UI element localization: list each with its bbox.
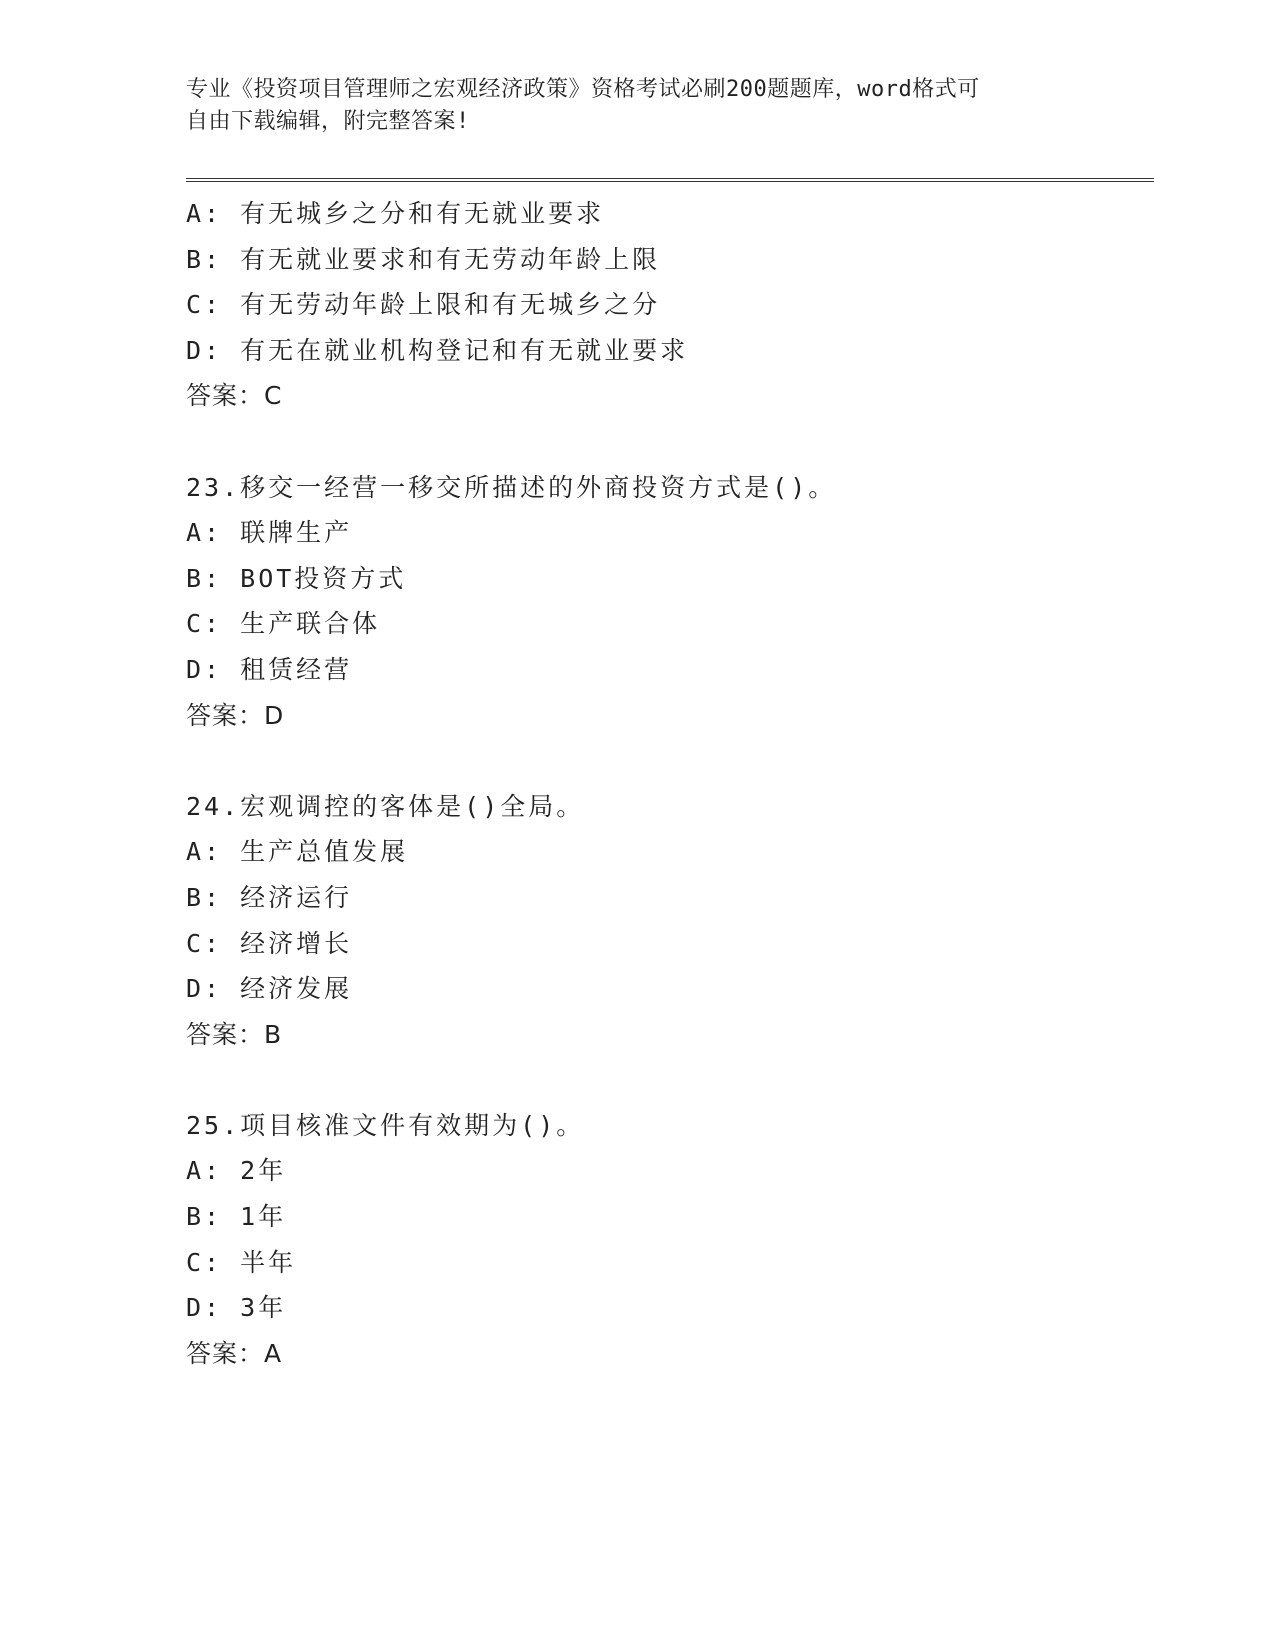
option-d: D: 3年 — [186, 1293, 287, 1323]
option-a: A: 有无城乡之分和有无就业要求 — [186, 199, 605, 228]
option-a: A: 2年 — [186, 1156, 287, 1186]
answer-line: 答案：C — [186, 381, 283, 411]
question-block-23 — [186, 465, 1146, 739]
option-c: C: 生产联合体 — [186, 609, 381, 639]
option-a: A: 生产总值发展 — [186, 837, 409, 867]
option-d: D: 有无在就业机构登记和有无就业要求 — [186, 335, 689, 365]
question-block-22 — [186, 191, 1146, 419]
spacer — [186, 419, 1146, 465]
header-line-2: 自由下载编辑，附完整答案! — [186, 109, 470, 134]
answer-line: 答案：B — [186, 1019, 283, 1049]
question-title: 25.项目核准文件有效期为()。 — [186, 1110, 585, 1140]
question-title: 24.宏观调控的客体是()全局。 — [186, 791, 585, 821]
option-b: B: 经济运行 — [186, 882, 353, 912]
option-b: B: 有无就业要求和有无劳动年龄上限 — [186, 244, 661, 274]
option-b: B: BOT投资方式 — [186, 563, 407, 593]
spacer — [186, 738, 1146, 784]
question-block-25 — [186, 1103, 1146, 1377]
option-c: C: 半年 — [186, 1247, 297, 1277]
option-b: B: 1年 — [186, 1202, 287, 1232]
question-list — [186, 191, 1146, 1376]
question-title: 23.移交一经营一移交所描述的外商投资方式是()。 — [186, 472, 837, 502]
spacer — [186, 1057, 1146, 1103]
option-d: D: 租赁经营 — [186, 654, 353, 684]
option-c: C: 有无劳动年龄上限和有无城乡之分 — [186, 290, 661, 320]
option-c: C: 经济增长 — [186, 928, 353, 958]
answer-line: 答案：D — [186, 700, 285, 730]
question-block-24 — [186, 784, 1146, 1058]
document-header — [186, 74, 1076, 138]
option-a: A: 联牌生产 — [186, 518, 353, 548]
answer-line: 答案：A — [186, 1338, 283, 1368]
header-divider — [186, 178, 1154, 182]
header-line-1: 专业《投资项目管理师之宏观经济政策》资格考试必刷200题题库，word格式可 — [186, 77, 980, 102]
option-d: D: 经济发展 — [186, 974, 353, 1004]
